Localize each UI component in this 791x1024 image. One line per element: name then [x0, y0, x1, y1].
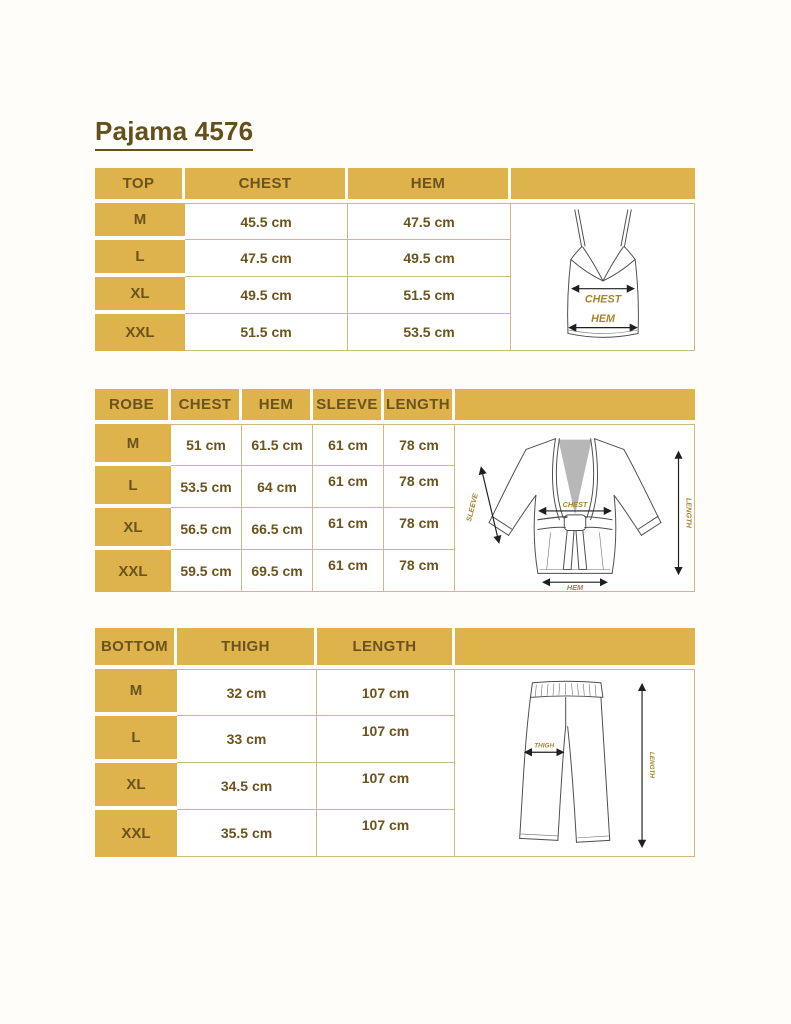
pants-illustration — [455, 670, 694, 856]
header-spacer — [455, 628, 695, 669]
size-table-bottom — [95, 628, 695, 857]
measurement-cell: 32 cm — [177, 669, 317, 716]
size-cell: M — [95, 203, 185, 240]
header-spacer — [455, 389, 695, 424]
illustration-panel — [455, 424, 695, 592]
camisole-illustration — [512, 204, 694, 350]
sleeve-arrow — [481, 468, 499, 542]
measurement-cell: 45.5 cm — [185, 203, 348, 240]
size-cell: XXL — [95, 550, 171, 592]
header-spacer — [511, 168, 695, 203]
size-cell: L — [95, 466, 171, 508]
measurement-cell: 107 cm — [317, 669, 455, 716]
size-table-top-header: TOP — [95, 168, 185, 203]
measurement-cell: 78 cm — [384, 508, 455, 550]
measurement-cell: 61 cm — [313, 466, 384, 508]
measurement-cell: 47.5 cm — [185, 240, 348, 277]
measurement-cell: 61 cm — [313, 424, 384, 466]
measurement-cell: 64 cm — [242, 466, 313, 508]
size-table-robe — [95, 389, 695, 592]
page-title: Pajama 4576 — [95, 116, 253, 151]
robe-illustration — [456, 425, 694, 591]
length-dimension-label: LENGTH — [647, 751, 655, 779]
chest-dimension-label: CHEST — [584, 293, 621, 306]
leg-hem-lines — [521, 834, 609, 838]
measurement-cell: 78 cm — [384, 424, 455, 466]
size-cell: M — [95, 669, 177, 716]
robe-gather-lines — [546, 532, 603, 569]
size-cell: XL — [95, 763, 177, 810]
measurement-cell: 53.5 cm — [171, 466, 242, 508]
measurement-cell: 107 cm — [317, 763, 455, 810]
column-header-sleeve: SLEEVE — [313, 389, 384, 424]
hem-dimension-label: HEM — [590, 312, 615, 325]
column-header-chest: CHEST — [185, 168, 348, 203]
size-cell: XL — [95, 277, 185, 314]
size-table-robe-header: ROBE — [95, 389, 171, 424]
measurement-cell: 49.5 cm — [348, 240, 511, 277]
hem-stitch-line — [568, 330, 636, 333]
measurement-cell: 69.5 cm — [242, 550, 313, 592]
column-header-hem: HEM — [242, 389, 313, 424]
sleeve-dimension-label: SLEEVE — [463, 492, 480, 523]
size-table-top — [95, 168, 695, 351]
column-header-hem: HEM — [348, 168, 511, 203]
column-header-thigh: THIGH — [177, 628, 317, 669]
measurement-cell: 59.5 cm — [171, 550, 242, 592]
size-cell: XL — [95, 508, 171, 550]
measurement-cell: 53.5 cm — [348, 314, 511, 351]
column-header-length: LENGTH — [384, 389, 455, 424]
measurement-cell: 78 cm — [384, 550, 455, 592]
measurement-cell: 61.5 cm — [242, 424, 313, 466]
column-header-chest: CHEST — [171, 389, 242, 424]
measurement-cell: 56.5 cm — [171, 508, 242, 550]
measurement-cell: 35.5 cm — [177, 810, 317, 857]
size-cell: XXL — [95, 810, 177, 857]
measurement-cell: 61 cm — [313, 550, 384, 592]
measurement-cell: 33 cm — [177, 716, 317, 763]
size-cell: L — [95, 240, 185, 277]
measurement-cell: 107 cm — [317, 716, 455, 763]
measurement-cell: 66.5 cm — [242, 508, 313, 550]
size-table-bottom-header: BOTTOM — [95, 628, 177, 669]
measurement-cell: 34.5 cm — [177, 763, 317, 810]
measurement-cell: 51.5 cm — [348, 277, 511, 314]
measurement-cell: 107 cm — [317, 810, 455, 857]
size-cell: XXL — [95, 314, 185, 351]
size-cell: M — [95, 424, 171, 466]
hem-dimension-label: HEM — [566, 583, 583, 591]
waistband-hatching — [535, 683, 596, 696]
measurement-cell: 47.5 cm — [348, 203, 511, 240]
measurement-cell: 51.5 cm — [185, 314, 348, 351]
chest-dimension-label: CHEST — [562, 500, 587, 510]
thigh-dimension-label: THIGH — [534, 742, 555, 750]
pants-outline — [520, 681, 610, 842]
measurement-cell: 51 cm — [171, 424, 242, 466]
measurement-cell: 78 cm — [384, 466, 455, 508]
measurement-cell: 49.5 cm — [185, 277, 348, 314]
length-dimension-label: LENGTH — [683, 497, 693, 528]
measurement-cell: 61 cm — [313, 508, 384, 550]
illustration-panel — [511, 203, 695, 351]
illustration-panel — [455, 669, 695, 857]
size-cell: L — [95, 716, 177, 763]
column-header-length: LENGTH — [317, 628, 455, 669]
